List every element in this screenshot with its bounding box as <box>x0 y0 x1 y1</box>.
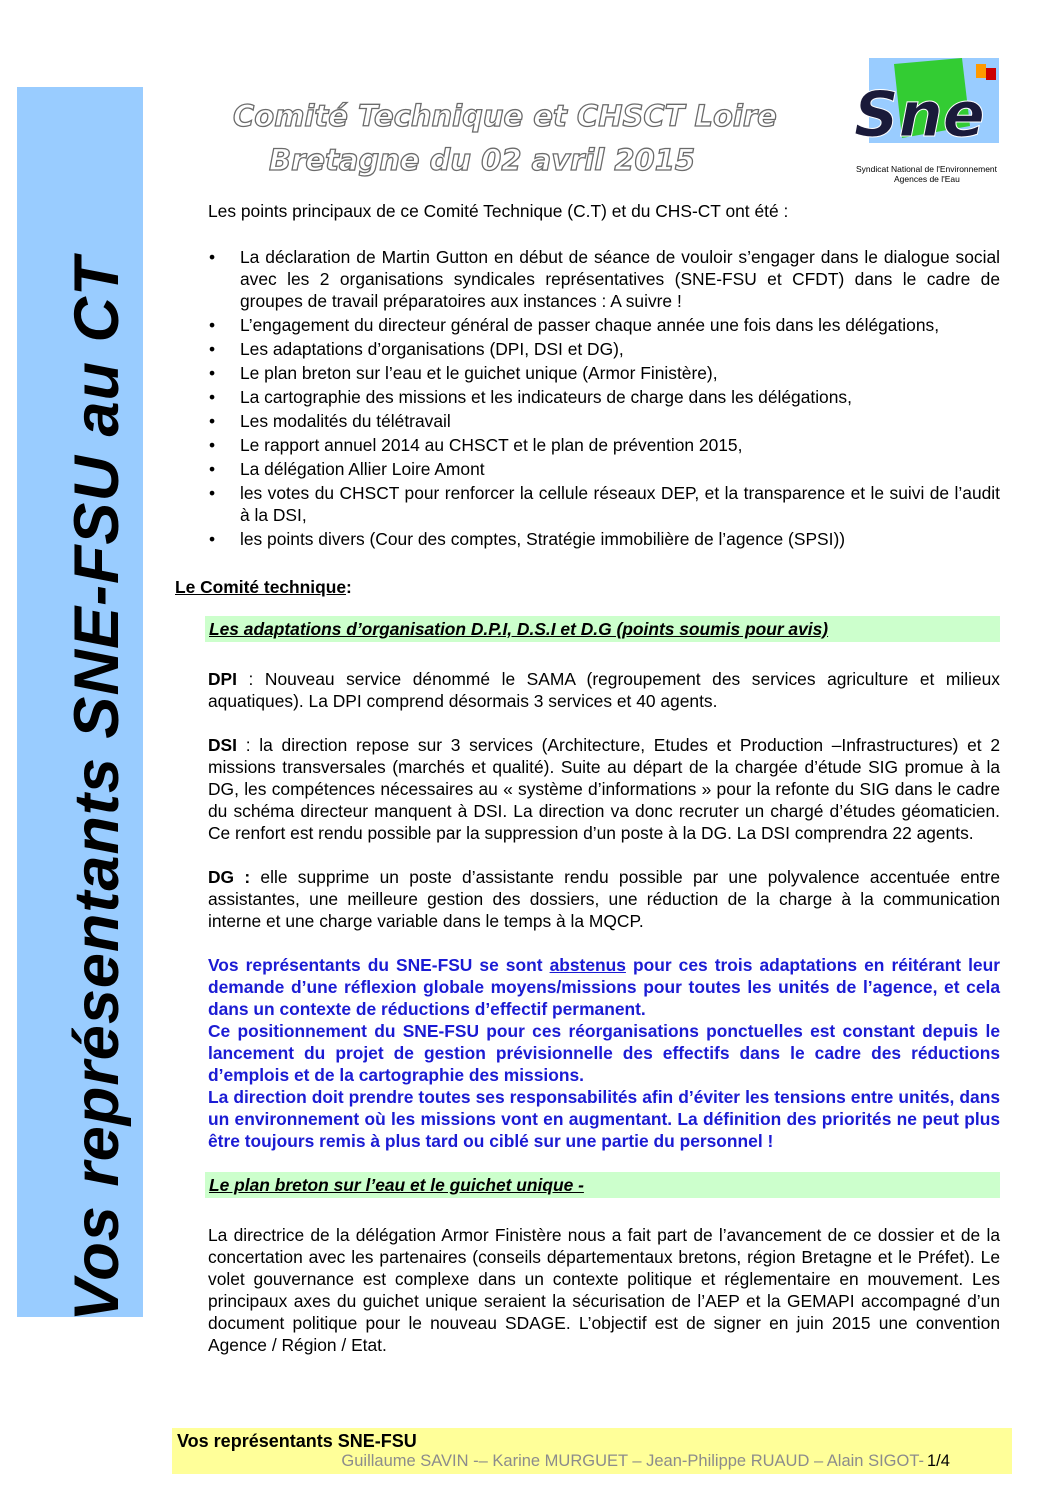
subheading-adaptations: Les adaptations d’organisation D.P.I, D.S.I et D.G (points soumis pour avis) <box>205 616 1000 642</box>
dsi-label: DSI <box>208 735 237 755</box>
sidebar-banner <box>17 87 143 1322</box>
statement-emphasis: abstenus <box>549 955 626 975</box>
list-item: • les votes du CHSCT pour renforcer la cellule réseaux DEP, et la transparence et le suivi de l’audit à la DSI, <box>175 482 1000 526</box>
list-item: • Le rapport annuel 2014 au CHSCT et le plan de prévention 2015, <box>175 434 1000 456</box>
list-item: • La déclaration de Martin Gutton en début de séance de vouloir s’engager dans le dialogue social avec les 2 organisations syndicales représentatives (SNE-FSU et CFDT) dans le cadre de groupes de travail préparatoires aux instances : A suivre ! <box>175 246 1000 312</box>
subheading-plan-breton: Le plan breton sur l’eau et le guichet unique - <box>205 1172 1000 1198</box>
dg-text: elle supprime un poste d’assistante rendu possible par une polyvalence accentuée entre assistantes, une meilleure gestion des dossiers, une réduction de la charge à la communication interne et une charge variable dans le temps à la MQCP. <box>208 867 1000 931</box>
logo-caption-2: Agences de l'Eau <box>894 174 960 184</box>
list-item: • Le plan breton sur l’eau et le guichet unique (Armor Finistère), <box>175 362 1000 384</box>
list-item: • L’engagement du directeur général de passer chaque année une fois dans les délégations, <box>175 314 1000 336</box>
dsi-text: : la direction repose sur 3 services (Architecture, Etudes et Production –Infrastructures) et 2 missions transversales (marchés et qualité). Suite au départ de la chargée d’étude SIG promue à la DG, les compétences nécessaires au « système d’informations » pour la refonte du SIG dans le cadre du schéma directeur manquent à DSI. La direction va donc recruter un chargé d’études géomaticien. Ce renfort est rendu possible par la suppression d’un poste à la DG. La DSI comprendra 22 agents. <box>208 735 1000 843</box>
statement-paragraph-1 <box>208 954 1000 1020</box>
dg-paragraph <box>208 866 1000 932</box>
list-item: • Les adaptations d’organisations (DPI, DSI et DG), <box>175 338 1000 360</box>
document-title <box>233 94 793 182</box>
section-heading-ct-colon: : <box>346 577 352 597</box>
statement-text: Vos représentants du SNE-FSU se sont <box>208 955 550 975</box>
section-heading-ct-label: Le Comité technique <box>175 577 347 597</box>
footer-representatives: Guillaume SAVIN -– Karine MURGUET – Jean-Philippe RUAUD – Alain SIGOT- <box>341 1452 924 1470</box>
list-item: • les points divers (Cour des comptes, Stratégie immobilière de l’agence (SPSI)) <box>175 528 1000 550</box>
dg-label: DG : <box>208 867 251 887</box>
statement-text: pour ces trois adaptations en réitérant leur demande d’une réflexion globale moyens/missions pour toutes les unités de l’agence, et cela dans un contexte de réductions d’effectif permanent. <box>208 955 1000 1019</box>
footer-title: Vos représentants SNE-FSU <box>177 1431 417 1451</box>
list-item: • La cartographie des missions et les indicateurs de charge dans les délégations, <box>175 386 1000 408</box>
main-content <box>175 200 1000 1378</box>
dpi-label: DPI <box>208 669 237 689</box>
statement-paragraph-2: Ce positionnement du SNE-FSU pour ces réorganisations ponctuelles est constant depuis le lancement du projet de gestion prévisionnelle des effectifs dans le cadre des réductions d’emplois et de la cartographie des missions. <box>208 1021 1000 1085</box>
sidebar-vertical-title: Vos représentants SNE-FSU au CT <box>62 256 132 1322</box>
intro-text: Les points principaux de ce Comité Technique (C.T) et du CHS-CT ont été : <box>208 201 789 221</box>
dsi-paragraph <box>208 734 1000 844</box>
list-item: • Les modalités du télétravail <box>175 410 1000 432</box>
title-line-2: Bretagne du 02 avril 2015 <box>269 143 696 177</box>
section-heading-ct <box>175 576 1000 598</box>
dpi-paragraph <box>208 668 1000 712</box>
dpi-text: : Nouveau service dénommé le SAMA (regroupement des services agriculture et milieux aquatiques). La DPI comprend désormais 3 services et 40 agents. <box>208 669 1000 711</box>
logo-wordmark: Sne <box>854 78 985 151</box>
statement-paragraph-3: La direction doit prendre toutes ses responsabilités afin d’éviter les tensions entre unités, dans un environnement où les missions vont en augmentant. La définition des priorités ne peut plus être toujours remis à plus tard ou ciblé sur une partie du personnel ! <box>208 1087 1000 1151</box>
sne-position-statement <box>208 954 1000 1152</box>
title-line-1: Comité Technique et CHSCT Loire <box>233 99 777 133</box>
logo-caption-1: Syndicat National de l'Environnement <box>856 164 998 174</box>
page-number: 1/4 <box>927 1452 950 1470</box>
sne-logo <box>854 56 1004 186</box>
footer-banner <box>172 1428 1012 1474</box>
list-item: • La délégation Allier Loire Amont <box>175 458 1000 480</box>
main-points-list <box>175 246 1000 550</box>
plan-breton-paragraph: La directrice de la délégation Armor Finistère nous a fait part de l’avancement de ce dossier et de la concertation avec les partenaires (conseils départementaux bretons, région Bretagne et le Préfet). Le volet gouvernance est complexe dans un contexte politique et réglementaire en mouvement. Les principaux axes du guichet unique seraient la sécurisation de l’AEP et la GEMAPI accompagné d’un document politique pour le nouveau SDAGE. L’objectif est de signer en juin 2015 une convention Agence / Région / Etat. <box>208 1225 1000 1355</box>
